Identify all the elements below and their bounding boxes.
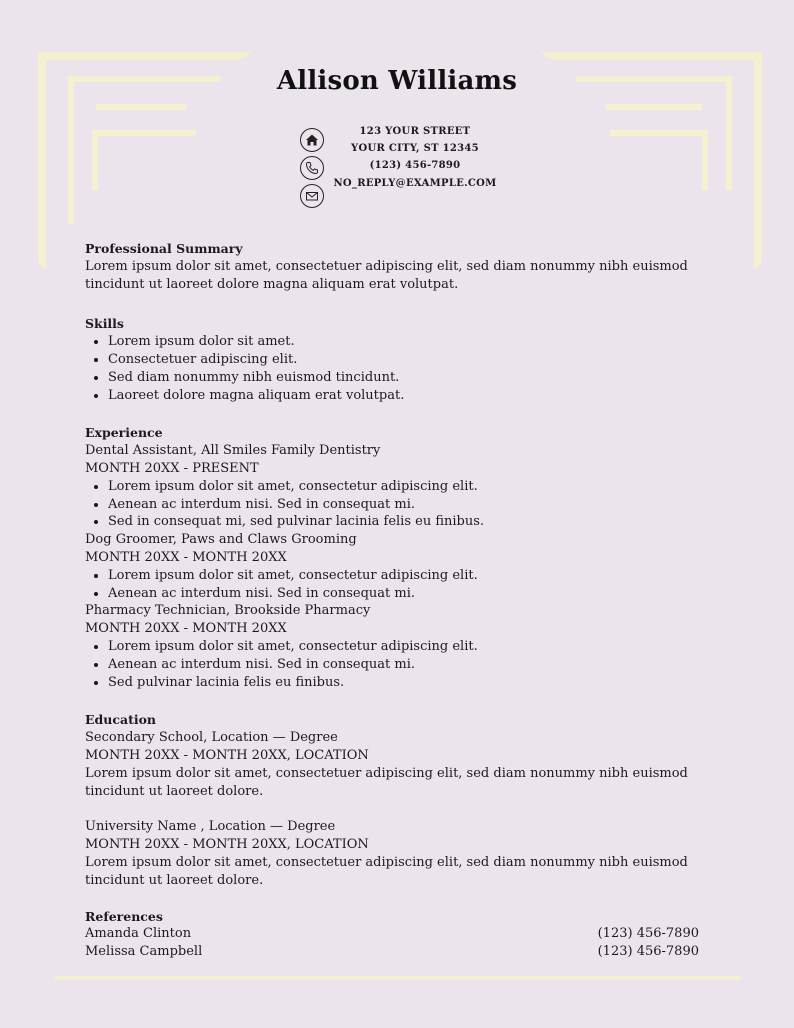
- list-item: • Lorem ipsum dolor sit amet, consectetur adipiscing elit.: [108, 638, 705, 656]
- references-heading: References: [85, 908, 163, 924]
- resume-body: [85, 240, 705, 961]
- education-school: Secondary School, Location — Degree: [85, 730, 338, 746]
- phone-number: (123) 456-7890: [369, 160, 461, 171]
- list-item: • Laoreet dolore magna aliquam erat volutpat.: [108, 387, 705, 405]
- list-item: • Aenean ac interdum nisi. Sed in consequat mi.: [108, 496, 705, 514]
- job-dates: MONTH 20XX - PRESENT: [85, 460, 259, 476]
- list-item: • Sed in consequat mi, sed pulvinar lacinia felis eu finibus.: [108, 513, 705, 531]
- candidate-name: Allison Williams: [276, 66, 518, 96]
- education-heading: Education: [85, 712, 157, 728]
- education-text: Lorem ipsum dolor sit amet, consectetuer adipiscing elit, sed diam nonummy nibh euismod tincidunt ut laoreet dolore.: [85, 765, 688, 799]
- list-item: • Sed diam nonummy nibh euismod tincidunt.: [108, 369, 705, 387]
- education-dates: MONTH 20XX - MONTH 20XX, LOCATION: [85, 837, 369, 853]
- reference-row: [85, 943, 699, 961]
- experience-heading: Experience: [85, 425, 163, 441]
- skills-heading: Skills: [85, 316, 124, 332]
- list-item: • Consectetuer adipiscing elit.: [108, 351, 705, 369]
- bottom-divider: [55, 976, 740, 980]
- education-dates: MONTH 20XX - MONTH 20XX, LOCATION: [85, 747, 369, 763]
- job-title: Dog Groomer, Paws and Claws Grooming: [85, 532, 357, 548]
- list-item: • Aenean ac interdum nisi. Sed in consequat mi.: [108, 585, 705, 603]
- job-bullets: [85, 478, 705, 531]
- list-item: • Sed pulvinar lacinia felis eu finibus.: [108, 674, 705, 692]
- reference-phone: (123) 456-7890: [597, 944, 699, 960]
- job-dates: MONTH 20XX - MONTH 20XX: [85, 549, 287, 565]
- reference-name: Melissa Campbell: [85, 944, 203, 960]
- list-item: • Aenean ac interdum nisi. Sed in consequat mi.: [108, 656, 705, 674]
- list-item: • Lorem ipsum dolor sit amet, consectetur adipiscing elit.: [108, 567, 705, 585]
- reference-phone: (123) 456-7890: [597, 926, 699, 942]
- address-line-2: YOUR CITY, ST 12345: [351, 143, 479, 154]
- job-title: Dental Assistant, All Smiles Family Dentistry: [85, 443, 381, 459]
- summary-text: Lorem ipsum dolor sit amet, consectetuer adipiscing elit, sed diam nonummy nibh euismod tincidunt ut laoreet dolore magna aliquam erat volutpat.: [85, 258, 688, 292]
- job-bullets: [85, 567, 705, 603]
- education-text: Lorem ipsum dolor sit amet, consectetuer adipiscing elit, sed diam nonummy nibh euismod tincidunt ut laoreet dolore.: [85, 854, 688, 888]
- education-school: University Name , Location — Degree: [85, 819, 336, 835]
- skills-list: [85, 333, 705, 404]
- mail-icon: [300, 184, 324, 208]
- address-line-1: 123 YOUR STREET: [359, 126, 471, 137]
- email-address: NO_REPLY@EXAMPLE.COM: [333, 178, 497, 189]
- summary-heading: Professional Summary: [85, 241, 243, 256]
- list-item: • Lorem ipsum dolor sit amet, consectetur adipiscing elit.: [108, 478, 705, 496]
- reference-row: [85, 925, 699, 943]
- job-dates: MONTH 20XX - MONTH 20XX: [85, 621, 287, 637]
- list-item: • Lorem ipsum dolor sit amet.: [108, 333, 705, 351]
- phone-icon: [300, 156, 324, 180]
- contact-icons: [300, 128, 328, 212]
- job-bullets: [85, 638, 705, 691]
- job-title: Pharmacy Technician, Brookside Pharmacy: [85, 603, 371, 619]
- home-icon: [300, 128, 324, 152]
- reference-name: Amanda Clinton: [85, 926, 192, 942]
